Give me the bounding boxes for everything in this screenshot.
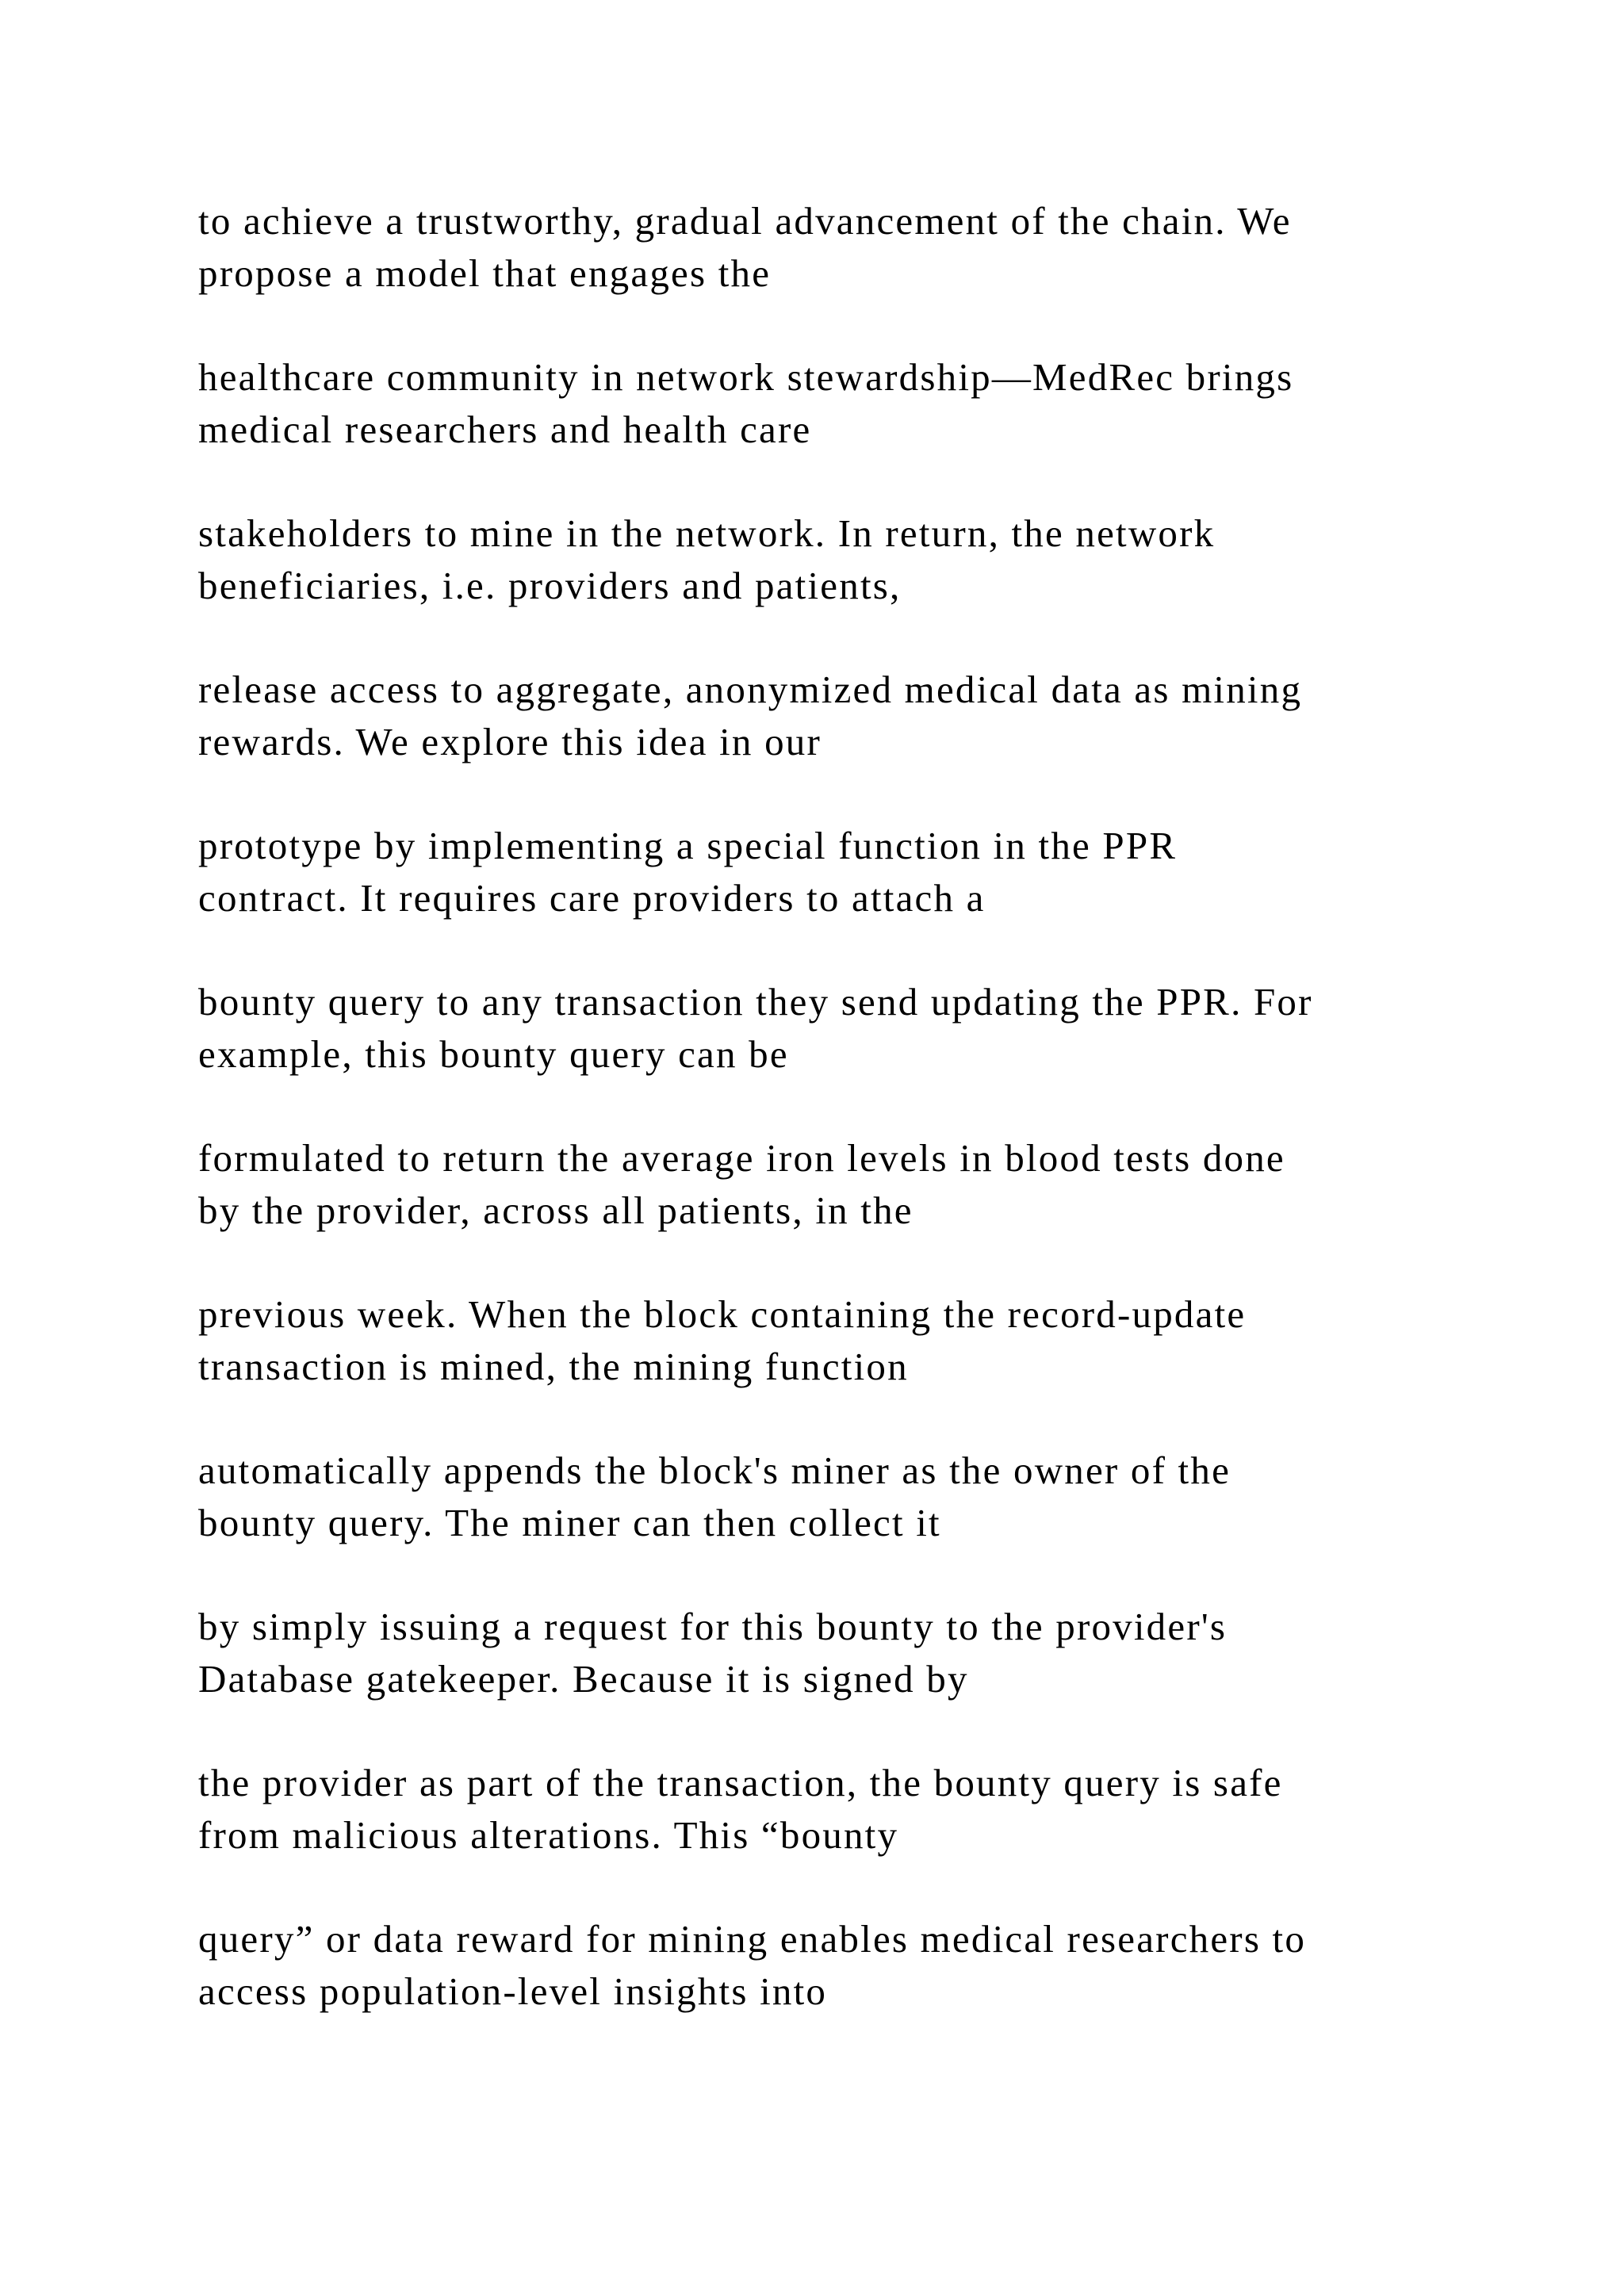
text-line: from malicious alterations. This “bounty	[198, 1813, 899, 1857]
paragraph	[198, 195, 1530, 299]
paragraph	[198, 351, 1530, 455]
paragraph	[198, 820, 1530, 924]
body-text	[198, 195, 1530, 2069]
paragraph	[198, 1445, 1530, 1548]
text-line: Database gatekeeper. Because it is signed by	[198, 1657, 969, 1701]
text-line: bounty query to any transaction they send updating the PPR. For	[198, 980, 1313, 1024]
text-line: by simply issuing a request for this bounty to the provider's	[198, 1605, 1228, 1648]
text-line: to achieve a trustworthy, gradual advancement of the chain. We	[198, 199, 1292, 243]
text-line: example, this bounty query can be	[198, 1032, 789, 1076]
text-line: transaction is mined, the mining function	[198, 1345, 909, 1388]
text-line: prototype by implementing a special function in the PPR	[198, 824, 1178, 867]
paragraph	[198, 1132, 1530, 1236]
text-line: contract. It requires care providers to attach a	[198, 876, 986, 920]
text-line: rewards. We explore this idea in our	[198, 720, 822, 763]
text-line: by the provider, across all patients, in the	[198, 1188, 914, 1232]
text-line: bounty query. The miner can then collect it	[198, 1501, 941, 1544]
text-line: automatically appends the block's miner as the owner of the	[198, 1448, 1231, 1492]
text-line: the provider as part of the transaction, the bounty query is safe	[198, 1761, 1283, 1804]
text-line: medical researchers and health care	[198, 408, 812, 451]
text-line: healthcare community in network stewardship—MedRec brings	[198, 355, 1294, 399]
text-line: formulated to return the average iron levels in blood tests done	[198, 1136, 1285, 1180]
paragraph	[198, 976, 1530, 1080]
text-line: release access to aggregate, anonymized medical data as mining	[198, 668, 1303, 711]
paragraph	[198, 664, 1530, 767]
paragraph	[198, 1288, 1530, 1392]
text-line: propose a model that engages the	[198, 251, 772, 295]
text-line: stakeholders to mine in the network. In return, the network	[198, 511, 1216, 555]
paragraph	[198, 507, 1530, 611]
text-line: query” or data reward for mining enables medical researchers to	[198, 1917, 1307, 1961]
paragraph	[198, 1913, 1530, 2017]
paragraph	[198, 1601, 1530, 1705]
text-line: beneficiaries, i.e. providers and patients,	[198, 564, 902, 607]
text-line: previous week. When the block containing the record-update	[198, 1292, 1247, 1336]
paragraph	[198, 1757, 1530, 1861]
text-line: access population-level insights into	[198, 1969, 828, 2013]
